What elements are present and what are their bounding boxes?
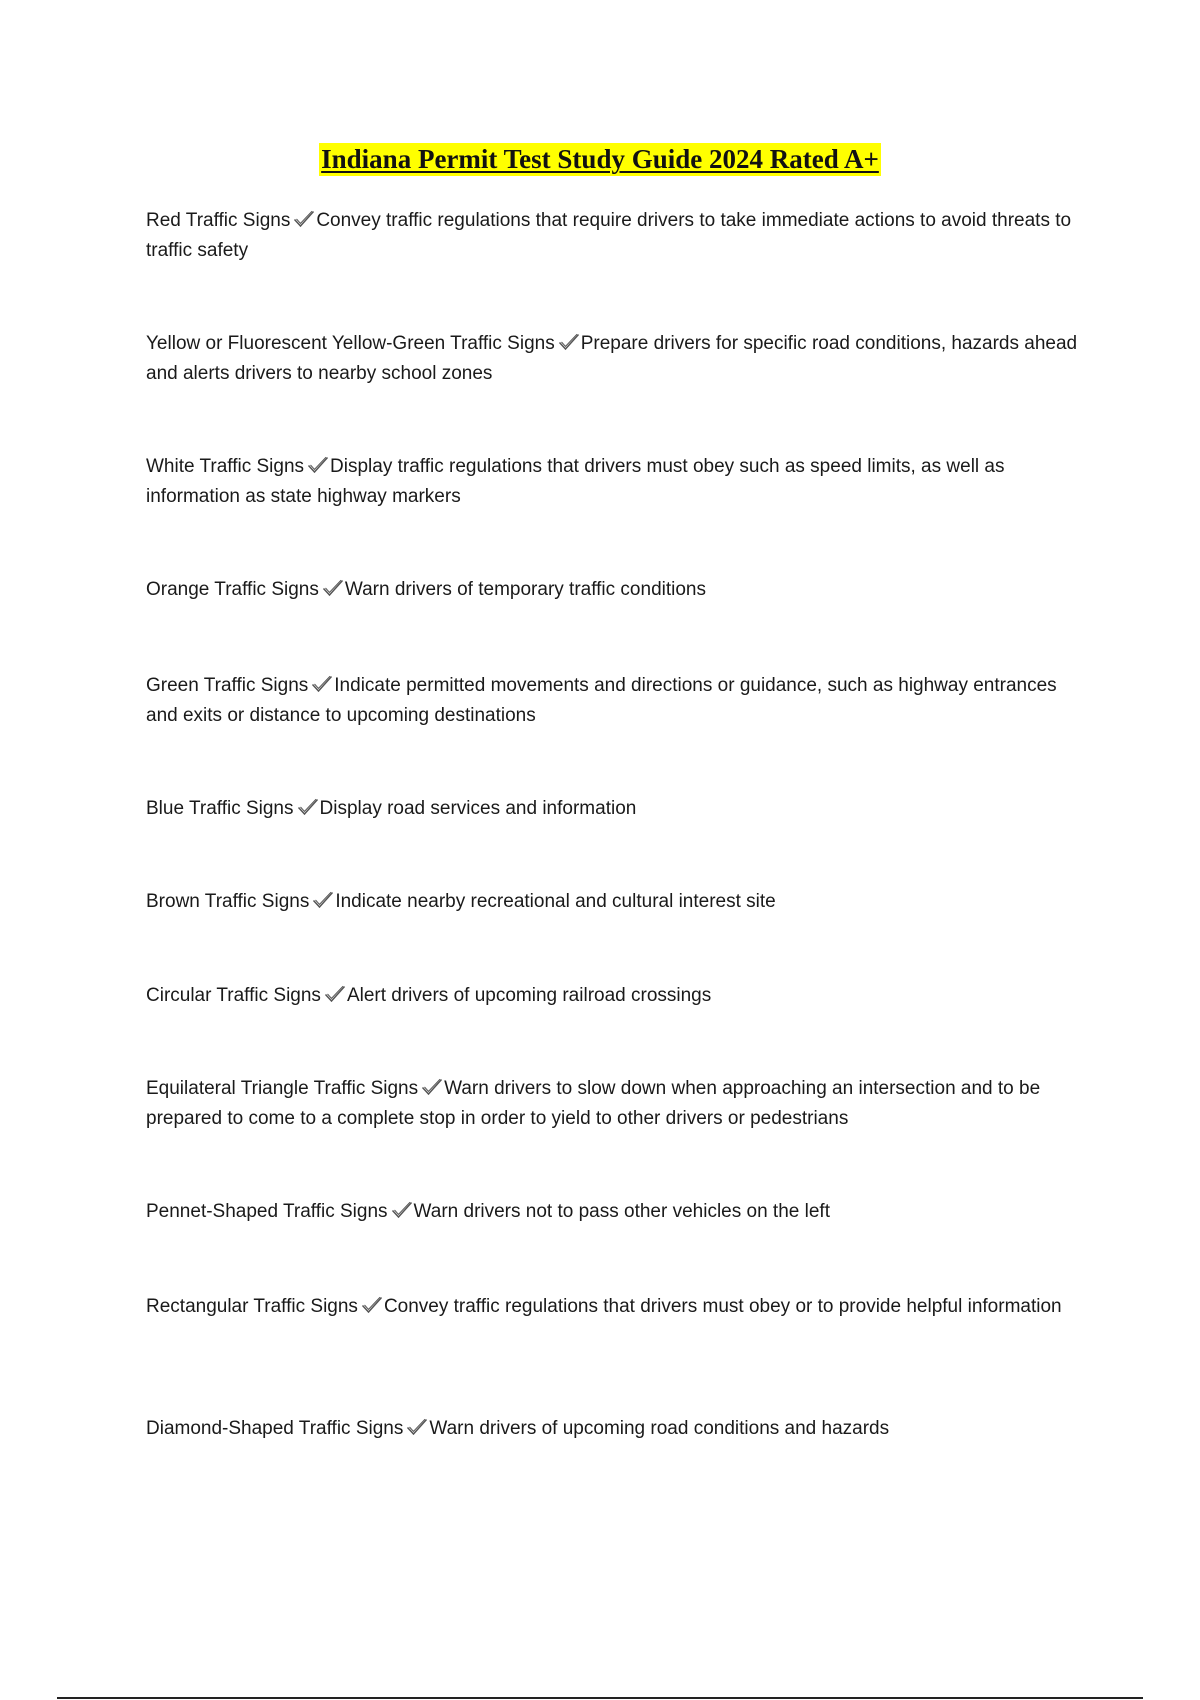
entry-blue-traffic-signs [146,794,1086,824]
entry-definition: Warn drivers not to pass other vehicles on the left [413,1201,830,1222]
entry-definition: Warn drivers of temporary traffic conditions [344,579,706,600]
entry-white-traffic-signs [146,452,1086,512]
entry-definition: Indicate nearby recreational and cultural interest site [335,891,776,912]
check-mark-icon [297,798,319,816]
entry-definition: Warn drivers to slow down when approaching an intersection and to be prepared to come to a complete stop in order to yield to other drivers or pedestrians [146,1078,1041,1129]
document-title: Indiana Permit Test Study Guide 2024 Rated A+ [321,144,879,174]
check-mark-icon [293,210,315,228]
entry-term: Orange Traffic Signs [146,579,319,600]
entry-red-traffic-signs [146,206,1086,266]
check-mark-icon [324,985,346,1003]
entry-definition: Convey traffic regulations that require drivers to take immediate actions to avoid threats to traffic safety [146,210,1072,261]
entry-definition: Display road services and information [319,798,637,819]
title-container [0,143,1200,176]
entry-term: Pennet-Shaped Traffic Signs [146,1201,388,1222]
check-mark-icon [406,1418,428,1436]
entry-term: Equilateral Triangle Traffic Signs [146,1078,419,1099]
check-mark-icon [307,456,329,474]
bottom-divider [57,1697,1143,1699]
check-mark-icon [322,579,344,597]
entry-green-traffic-signs [146,671,1086,731]
entry-term: Red Traffic Signs [146,210,291,231]
entry-term: Brown Traffic Signs [146,891,310,912]
entry-circular-traffic-signs [146,981,1086,1011]
entry-term: Diamond-Shaped Traffic Signs [146,1418,404,1439]
entry-yellow-traffic-signs [146,329,1086,389]
entry-rectangular-traffic-signs [146,1292,1086,1322]
entry-definition: Alert drivers of upcoming railroad crossings [346,985,712,1006]
entry-term: Green Traffic Signs [146,675,309,696]
entry-brown-traffic-signs [146,887,1086,917]
entry-equilateral-triangle-traffic-signs [146,1074,1086,1134]
check-mark-icon [361,1296,383,1314]
entry-definition: Warn drivers of upcoming road conditions and hazards [429,1418,890,1439]
entry-pennet-shaped-traffic-signs [146,1197,1086,1227]
entry-definition: Indicate permitted movements and directions or guidance, such as highway entrances and exits or distance to upcoming destinations [146,675,1057,726]
check-mark-icon [312,891,334,909]
check-mark-icon [421,1078,443,1096]
entry-diamond-shaped-traffic-signs [146,1414,1086,1444]
entry-orange-traffic-signs [146,575,1086,605]
entry-term: Blue Traffic Signs [146,798,294,819]
entry-definition: Prepare drivers for specific road conditions, hazards ahead and alerts drivers to nearby school zones [146,333,1078,384]
entry-term: Circular Traffic Signs [146,985,321,1006]
entry-term: White Traffic Signs [146,456,305,477]
check-mark-icon [311,675,333,693]
entry-definition: Convey traffic regulations that drivers must obey or to provide helpful information [383,1296,1062,1317]
check-mark-icon [391,1201,413,1219]
check-mark-icon [558,333,580,351]
entry-term: Yellow or Fluorescent Yellow-Green Traffic Signs [146,333,555,354]
entry-definition: Display traffic regulations that drivers must obey such as speed limits, as well as information as state highway markers [146,456,1005,507]
entry-term: Rectangular Traffic Signs [146,1296,358,1317]
